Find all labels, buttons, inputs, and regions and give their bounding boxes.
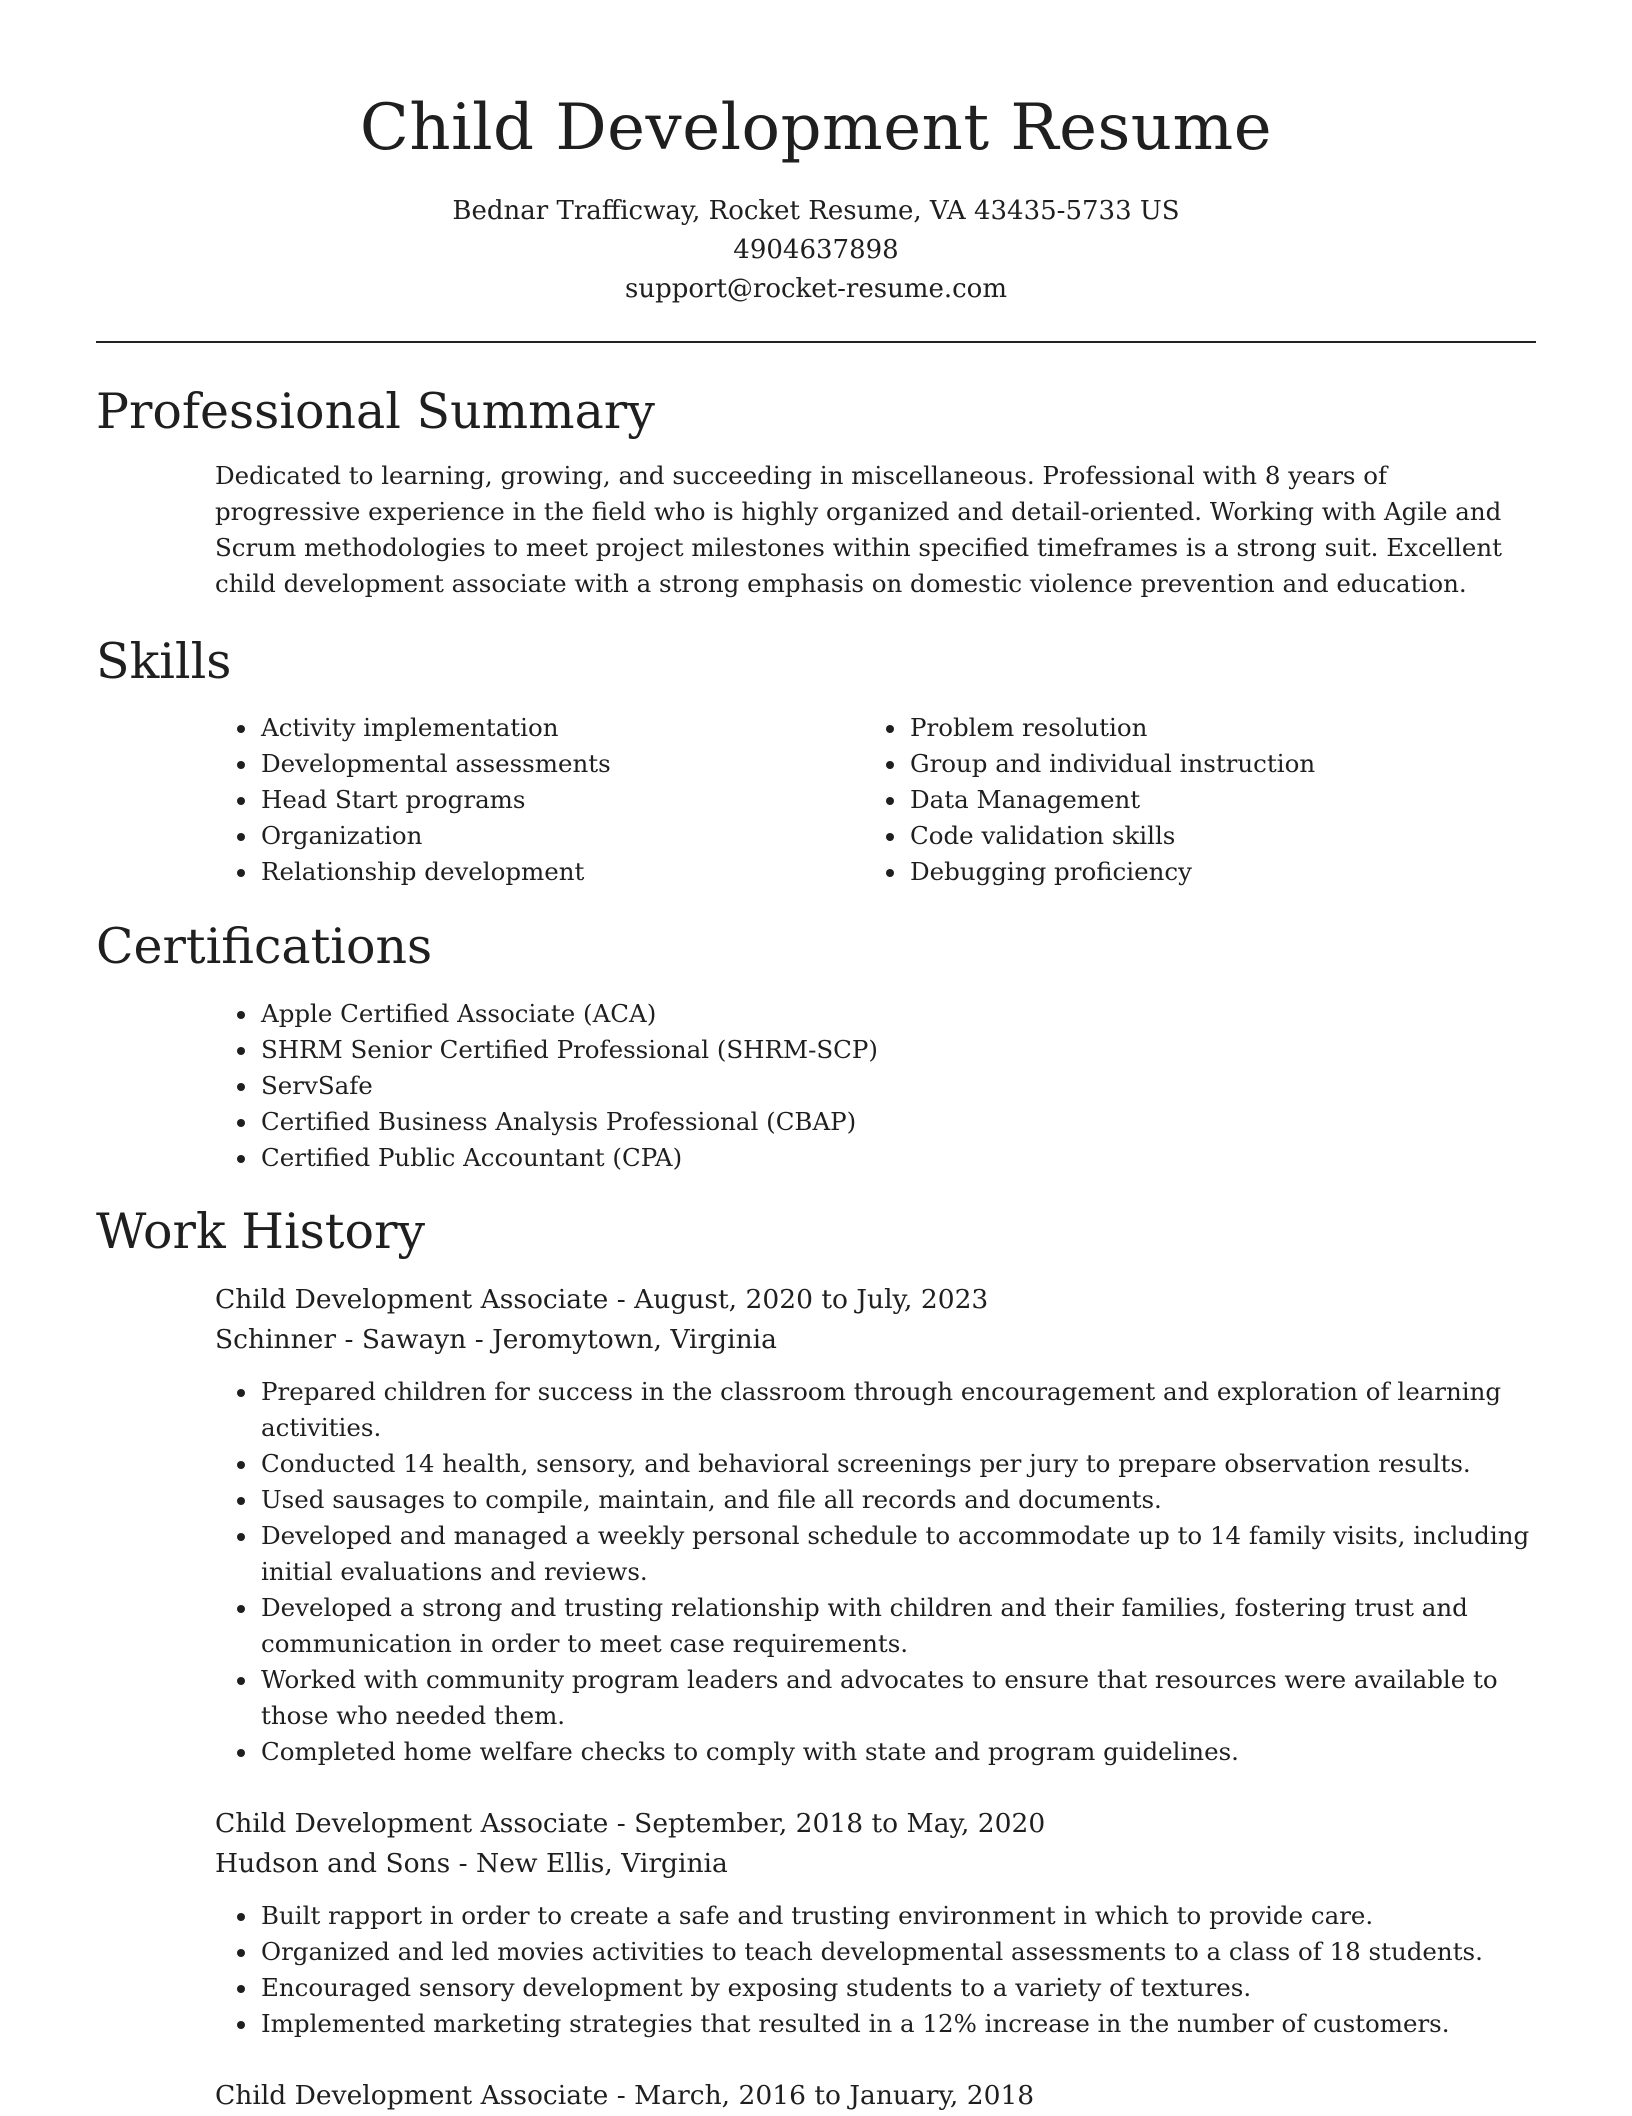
skill-item: • Activity implementation xyxy=(259,710,819,746)
certification-item: • SHRM Senior Certified Professional (SHRM-SCP) xyxy=(259,1032,1549,1068)
job-title: Child Development Associate xyxy=(215,1808,609,1839)
certification-item: • Certified Public Accountant (CPA) xyxy=(259,1140,1549,1176)
job-bullet: • Used sausages to compile, maintain, and file all records and documents. xyxy=(259,1482,1549,1518)
job-dates: - August, 2020 to July, 2023 xyxy=(608,1284,989,1315)
skill-item: • Group and individual instruction xyxy=(908,746,1548,782)
job-company-line xyxy=(215,1320,777,1360)
contact-email: support@rocket-resume.com xyxy=(624,274,1007,304)
job-bullet: • Organized and led movies activities to teach developmental assessments to a class of 18 students. xyxy=(259,1934,1549,1970)
skills-list-left xyxy=(215,710,819,890)
certifications-list xyxy=(215,996,1549,1176)
certification-item: • ServSafe xyxy=(259,1068,1549,1104)
job-title-line xyxy=(215,1804,1045,1844)
skill-item: • Code validation skills xyxy=(908,818,1548,854)
job-bullet: • Completed home welfare checks to comply with state and program guidelines. xyxy=(259,1734,1549,1770)
skill-item: • Debugging proficiency xyxy=(908,854,1548,890)
certification-item: • Apple Certified Associate (ACA) xyxy=(259,996,1549,1032)
certification-item: • Certified Business Analysis Professional (CBAP) xyxy=(259,1104,1549,1140)
job-bullet: • Prepared children for success in the classroom through encouragement and exploration of learning activities. xyxy=(259,1374,1549,1446)
skill-item: • Organization xyxy=(259,818,819,854)
job-location: - Jeromytown, Virginia xyxy=(466,1324,777,1355)
job-bullets xyxy=(215,1374,1549,1770)
resume-title: Child Development Resume xyxy=(359,91,1273,165)
job-company-line xyxy=(215,1844,728,1884)
contact-address: Bednar Trafficway, Rocket Resume, VA 43435-5733 US xyxy=(452,196,1180,226)
work-history-heading: Work History xyxy=(96,1203,426,1260)
job-bullet: • Conducted 14 health, sensory, and behavioral screenings per jury to prepare observation results. xyxy=(259,1446,1549,1482)
job-title-line xyxy=(215,2076,1034,2116)
job-bullet: • Worked with community program leaders and advocates to ensure that resources were available to those who needed them. xyxy=(259,1662,1549,1734)
job-bullet: • Developed a strong and trusting relationship with children and their families, fostering trust and communication in order to meet case requirements. xyxy=(259,1590,1549,1662)
skill-item: • Head Start programs xyxy=(259,782,819,818)
job-bullet: • Developed and managed a weekly personal schedule to accommodate up to 14 family visits, including initial evaluations and reviews. xyxy=(259,1518,1549,1590)
job-title: Child Development Associate xyxy=(215,1284,609,1315)
skill-item: • Problem resolution xyxy=(908,710,1548,746)
job-bullet: • Encouraged sensory development by exposing students to a variety of textures. xyxy=(259,1970,1549,2006)
resume-header xyxy=(0,0,1632,309)
contact-info xyxy=(0,192,1632,309)
skills-heading: Skills xyxy=(96,633,232,690)
job-company: Schinner - Sawayn xyxy=(215,1324,467,1355)
header-divider xyxy=(96,341,1536,343)
summary-text: Dedicated to learning, growing, and succeeding in miscellaneous. Professional with 8 years of progressive experience in the field who is highly organized and detail-oriented. Working with Agile and Scrum methodologies to meet project milestones within specified timeframes is a strong suit. Excellent child development associate with a strong emphasis on domestic violence prevention and education. xyxy=(215,461,1502,598)
job-title-line xyxy=(215,1280,988,1320)
skill-item: • Relationship development xyxy=(259,854,819,890)
job-dates: - September, 2018 to May, 2020 xyxy=(608,1808,1046,1839)
skill-item: • Data Management xyxy=(908,782,1548,818)
skill-item: • Developmental assessments xyxy=(259,746,819,782)
certifications-heading: Certifications xyxy=(96,918,433,975)
job-company: Hudson and Sons xyxy=(215,1848,451,1879)
job-bullet: • Implemented marketing strategies that resulted in a 12% increase in the number of customers. xyxy=(259,2006,1549,2042)
job-bullet: • Built rapport in order to create a safe and trusting environment in which to provide care. xyxy=(259,1898,1549,1934)
summary-heading: Professional Summary xyxy=(96,383,655,440)
job-location: - New Ellis, Virginia xyxy=(450,1848,728,1879)
contact-phone: 4904637898 xyxy=(733,235,899,265)
skills-list-right xyxy=(864,710,1548,890)
job-bullets xyxy=(215,1898,1549,2042)
job-dates: - March, 2016 to January, 2018 xyxy=(608,2080,1035,2111)
job-title: Child Development Associate xyxy=(215,2080,609,2111)
